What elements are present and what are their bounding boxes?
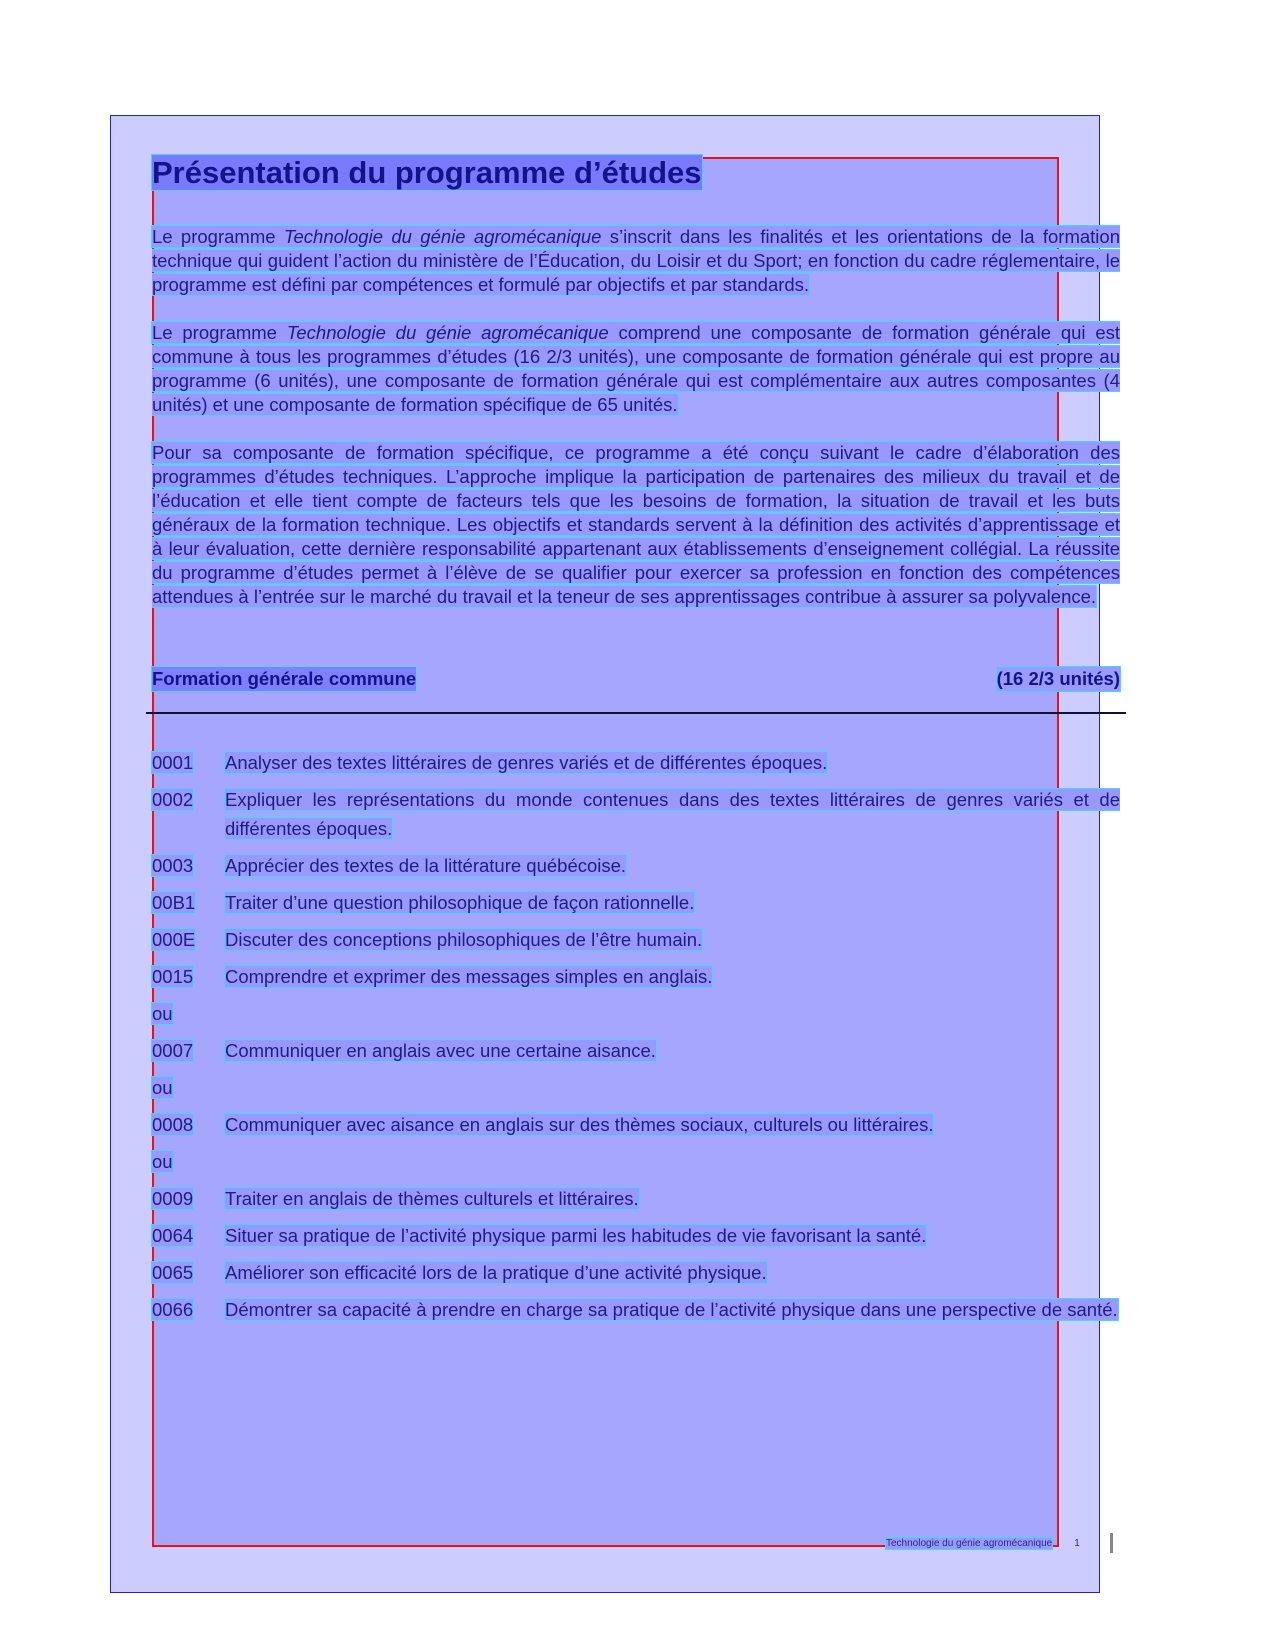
course-code: 0065	[152, 1262, 194, 1283]
course-item	[152, 1036, 1120, 1065]
section-title: Formation générale commune	[152, 668, 417, 689]
course-description: Comprendre et exprimer des messages simples en anglais.	[225, 966, 713, 987]
course-code: 000E	[152, 929, 196, 950]
course-item	[152, 925, 1120, 954]
course-code: 0066	[152, 1299, 194, 1320]
course-description: Discuter des conceptions philosophiques de l’être humain.	[225, 929, 703, 950]
course-description: Communiquer avec aisance en anglais sur des thèmes sociaux, culturels ou littéraires.	[225, 1114, 934, 1135]
intro-paragraph-2: Le programme Technologie du génie agromécanique comprend une composante de formation générale qui est commune à tous les programmes d’études (16 2/3 unités), une composante de formation générale qui est propre au programme (6 unités), une composante de formation générale qui est complémentaire aux autres composantes (4 unités) et une composante de formation spécifique de 65 unités.	[152, 322, 1120, 415]
course-code: 0002	[152, 789, 194, 810]
course-separator: ou	[152, 1077, 173, 1098]
course-description: Apprécier des textes de la littérature québécoise.	[225, 855, 627, 876]
document-body	[152, 155, 1120, 691]
section-header	[152, 667, 1120, 691]
page-footer	[886, 1538, 1080, 1549]
course-separator: ou	[152, 1151, 173, 1172]
course-code: 0001	[152, 752, 194, 773]
course-item	[152, 1221, 1120, 1250]
course-description: Expliquer les représentations du monde contenues dans des textes littéraires de genres variés et de différentes époques.	[225, 789, 1120, 839]
course-description: Traiter en anglais de thèmes culturels et littéraires.	[225, 1188, 639, 1209]
program-name: Technologie du génie agromécanique	[283, 226, 602, 247]
course-item	[152, 1258, 1120, 1287]
course-separator: ou	[152, 1003, 173, 1024]
program-name: Technologie du génie agromécanique	[286, 322, 609, 343]
course-item	[152, 785, 1120, 843]
intro-paragraph-1: Le programme Technologie du génie agromécanique s’inscrit dans les finalités et les orientations de la formation technique qui guident l’action du ministère de l’Éducation, du Loisir et du Sport; en fonction du cadre réglementaire, le programme est défini par compétences et formulé par objectifs et par standards.	[152, 226, 1120, 295]
course-list	[152, 748, 1120, 1332]
course-item	[152, 1184, 1120, 1213]
course-item	[152, 1110, 1120, 1139]
section-units: (16 2/3 unités)	[996, 668, 1120, 689]
page-number: 1	[1074, 1538, 1080, 1549]
intro-paragraph-3: Pour sa composante de formation spécifique, ce programme a été conçu suivant le cadre d’élaboration des programmes d’études techniques. L’approche implique la participation de partenaires des milieux du travail et de l’éducation et elle tient compte de facteurs tels que les besoins de formation, la situation de travail et les buts généraux de la formation technique. Les objectifs et standards servent à la définition des activités d’apprentissage et à leur évaluation, cette dernière responsabilité appartenant aux établissements d’enseignement collégial. La réussite du programme d’études permet à l’élève de se qualifier pour exercer sa profession en fonction des compétences attendues à l’entrée sur le marché du travail et la teneur de ses apprentissages contribue à assurer sa polyvalence.	[152, 442, 1120, 607]
footer-text: Technologie du génie agromécanique	[886, 1538, 1053, 1549]
course-item	[152, 888, 1120, 917]
course-description: Analyser des textes littéraires de genres variés et de différentes époques.	[225, 752, 828, 773]
course-description: Améliorer son efficacité lors de la pratique d’une activité physique.	[225, 1262, 767, 1283]
course-description: Situer sa pratique de l’activité physique parmi les habitudes de vie favorisant la santé.	[225, 1225, 927, 1246]
course-description: Traiter d’une question philosophique de façon rationnelle.	[225, 892, 695, 913]
course-code: 00B1	[152, 892, 196, 913]
course-code: 0009	[152, 1188, 194, 1209]
course-description: Démontrer sa capacité à prendre en charge sa pratique de l’activité physique dans une perspective de santé.	[225, 1299, 1118, 1320]
course-item	[152, 962, 1120, 991]
course-item	[152, 1295, 1120, 1324]
course-description: Communiquer en anglais avec une certaine aisance.	[225, 1040, 656, 1061]
course-item	[152, 748, 1120, 777]
course-code: 0008	[152, 1114, 194, 1135]
page-title: Présentation du programme d’études	[152, 155, 702, 190]
section-divider	[146, 712, 1126, 714]
course-code: 0064	[152, 1225, 194, 1246]
course-item	[152, 851, 1120, 880]
course-code: 0015	[152, 966, 194, 987]
course-code: 0007	[152, 1040, 194, 1061]
course-code: 0003	[152, 855, 194, 876]
footer-marker	[1110, 1533, 1113, 1553]
